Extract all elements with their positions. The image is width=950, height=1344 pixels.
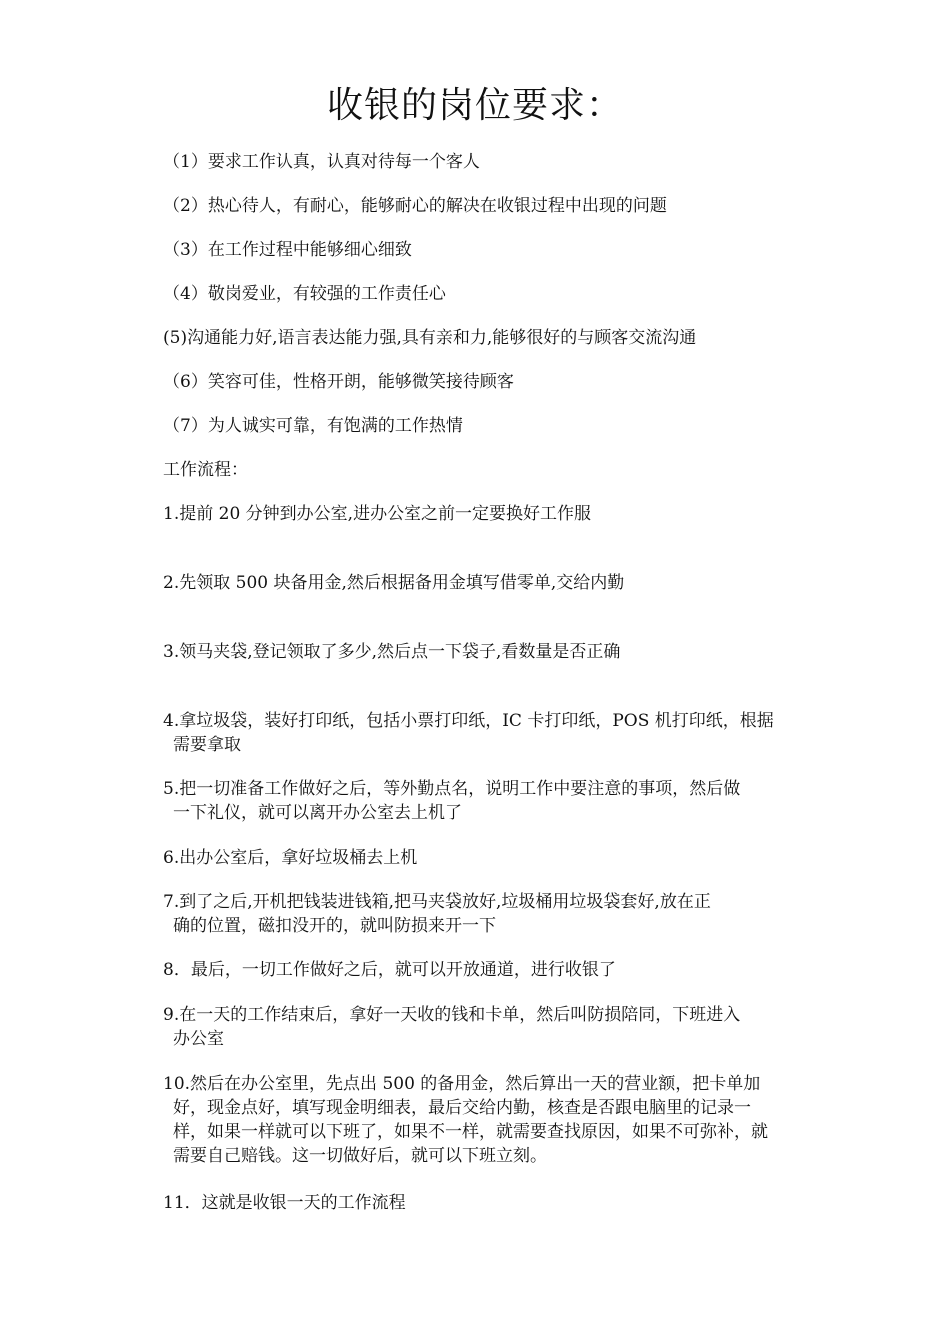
requirement-item-7: （7）为人诚实可靠，有饱满的工作热情	[163, 416, 463, 436]
process-heading: 工作流程：	[163, 460, 248, 480]
requirement-item-6: （6）笑容可佳，性格开朗，能够微笑接待顾客	[163, 372, 514, 392]
process-step-2	[163, 571, 813, 595]
step-line: 2.先领取 500 块备用金,然后根据备用金填写借零单,交给内勤	[163, 573, 625, 593]
step-line: 1.提前 20 分钟到办公室,进办公室之前一定要换好工作服	[163, 504, 592, 524]
process-step-1	[163, 502, 813, 526]
step-line: 11．这就是收银一天的工作流程	[163, 1193, 406, 1213]
step-line: 办公室	[173, 1029, 224, 1049]
step-line: 9.在一天的工作结束后，拿好一天收的钱和卡单，然后叫防损陪同，下班进入	[163, 1005, 741, 1025]
page-title: 收银的岗位要求：	[326, 85, 623, 126]
step-line: 一下礼仪，就可以离开办公室去上机了	[173, 803, 462, 823]
step-line: 8．最后，一切工作做好之后，就可以开放通道，进行收银了	[163, 960, 616, 980]
process-step-6	[163, 846, 813, 870]
process-step-10	[163, 1072, 813, 1168]
requirement-item-2: （2）热心待人，有耐心，能够耐心的解决在收银过程中出现的问题	[163, 196, 667, 216]
step-line: 需要拿取	[173, 735, 241, 755]
step-line: 7.到了之后,开机把钱装进钱箱,把马夹袋放好,垃圾桶用垃圾袋套好,放在正	[163, 892, 711, 912]
requirement-item-1: （1）要求工作认真，认真对待每一个客人	[163, 152, 480, 172]
step-line: 样，如果一样就可以下班了，如果不一样，就需要查找原因，如果不可弥补，就	[173, 1122, 768, 1142]
step-line: 需要自己赔钱。这一切做好后，就可以下班立刻。	[173, 1146, 547, 1166]
requirement-item-3: （3）在工作过程中能够细心细致	[163, 240, 412, 260]
process-step-7	[163, 890, 813, 938]
step-line: 确的位置，磁扣没开的，就叫防损来开一下	[173, 916, 496, 936]
step-line: 10.然后在办公室里，先点出 500 的备用金，然后算出一天的营业额，把卡单加	[163, 1074, 761, 1094]
process-step-4	[163, 709, 813, 757]
requirement-item-5: (5)沟通能力好,语言表达能力强,具有亲和力,能够很好的与顾客交流沟通	[163, 328, 697, 348]
step-line: 4.拿垃圾袋，装好打印纸，包括小票打印纸，IC 卡打印纸，POS 机打印纸，根据	[163, 711, 774, 731]
step-line: 3.领马夹袋,登记领取了多少,然后点一下袋子,看数量是否正确	[163, 642, 621, 662]
step-line: 5.把一切准备工作做好之后，等外勤点名，说明工作中要注意的事项，然后做	[163, 779, 741, 799]
step-line: 6.出办公室后，拿好垃圾桶去上机	[163, 848, 418, 868]
process-step-9	[163, 1003, 813, 1051]
process-step-8	[163, 958, 813, 982]
requirement-item-4: （4）敬岗爱业，有较强的工作责任心	[163, 284, 446, 304]
process-step-5	[163, 777, 813, 825]
step-line: 好，现金点好，填写现金明细表，最后交给内勤，核查是否跟电脑里的记录一	[173, 1098, 751, 1118]
process-step-3	[163, 640, 813, 664]
process-step-11	[163, 1191, 813, 1215]
